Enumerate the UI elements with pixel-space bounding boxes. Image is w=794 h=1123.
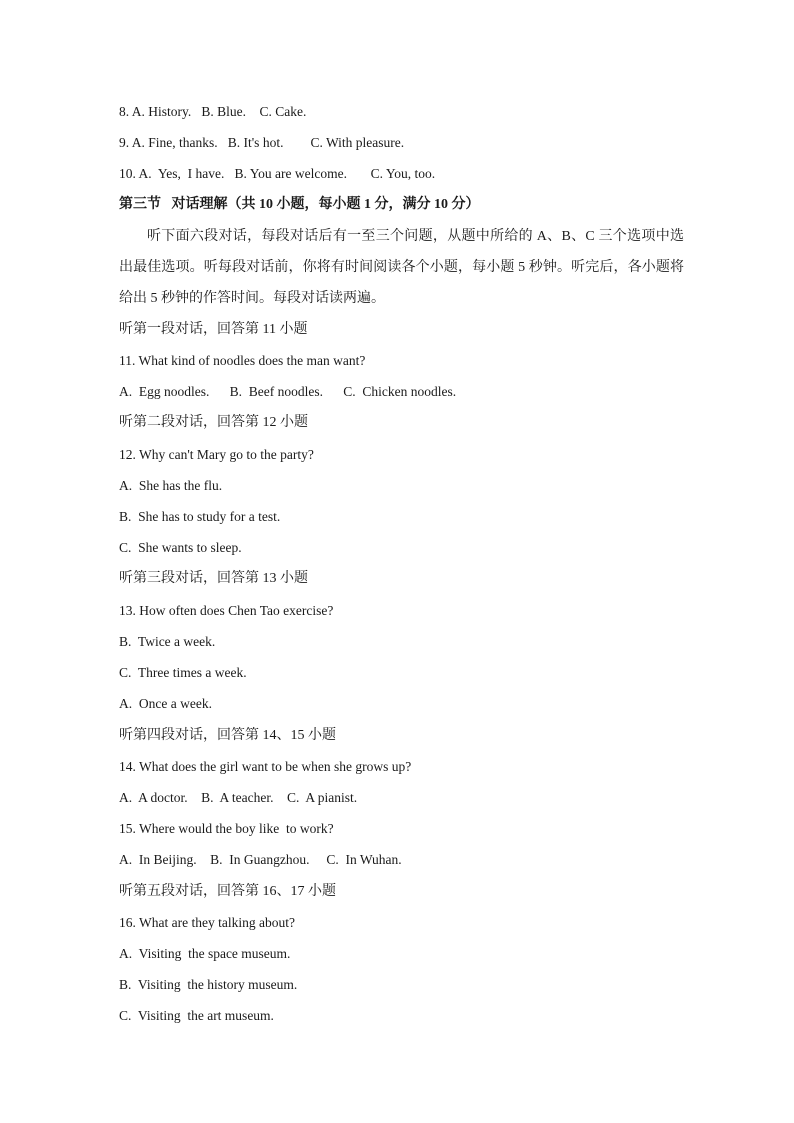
dialog-4-heading: 听第四段对话，回答第 14、15 小题 (119, 728, 336, 743)
question-8: 8. A. History. B. Blue. C. Cake. (119, 104, 307, 119)
question-11: 11. What kind of noodles does the man want? (119, 353, 366, 368)
question-16: 16. What are they talking about? (119, 915, 295, 930)
question-12-option-a: A. She has the flu. (119, 478, 223, 493)
section-3-instructions: 听下面六段对话，每段对话后有一至三个问题，从题中所给的 A、B、C 三个选项中选出最佳选项。听每段对话前，你将有时间阅读各个小题，每小题 5 秒钟。听完后，各小题将给出 5 秒钟的作答时间。每段对话读两遍。 (119, 229, 684, 306)
question-12: 12. Why can't Mary go to the party? (119, 447, 314, 462)
question-12-option-c: C. She wants to sleep. (119, 540, 242, 555)
question-11-options: A. Egg noodles. B. Beef noodles. C. Chicken noodles. (119, 384, 457, 399)
question-10: 10. A. Yes, I have. B. You are welcome. C. You, too. (119, 166, 436, 181)
question-13-option-b: B. Twice a week. (119, 634, 216, 649)
question-15: 15. Where would the boy like to work? (119, 821, 334, 836)
section-3-heading: 第三节 对话理解（共 10 小题，每小题 1 分，满分 10 分） (119, 197, 480, 212)
dialog-3-heading: 听第三段对话，回答第 13 小题 (119, 571, 308, 586)
question-13-option-a: A. Once a week. (119, 696, 212, 711)
question-14-options: A. A doctor. B. A teacher. C. A pianist. (119, 790, 358, 805)
question-15-options: A. In Beijing. B. In Guangzhou. C. In Wuhan. (119, 852, 402, 867)
question-9: 9. A. Fine, thanks. B. It's hot. C. With pleasure. (119, 135, 405, 150)
question-16-option-b: B. Visiting the history museum. (119, 977, 298, 992)
question-16-option-a: A. Visiting the space museum. (119, 946, 291, 961)
question-14: 14. What does the girl want to be when she grows up? (119, 759, 412, 774)
question-12-option-b: B. She has to study for a test. (119, 509, 281, 524)
question-13: 13. How often does Chen Tao exercise? (119, 603, 334, 618)
question-13-option-c: C. Three times a week. (119, 665, 247, 680)
dialog-1-heading: 听第一段对话，回答第 11 小题 (119, 322, 308, 337)
dialog-5-heading: 听第五段对话，回答第 16、17 小题 (119, 884, 336, 899)
question-16-option-c: C. Visiting the art museum. (119, 1008, 274, 1023)
dialog-2-heading: 听第二段对话，回答第 12 小题 (119, 415, 308, 430)
